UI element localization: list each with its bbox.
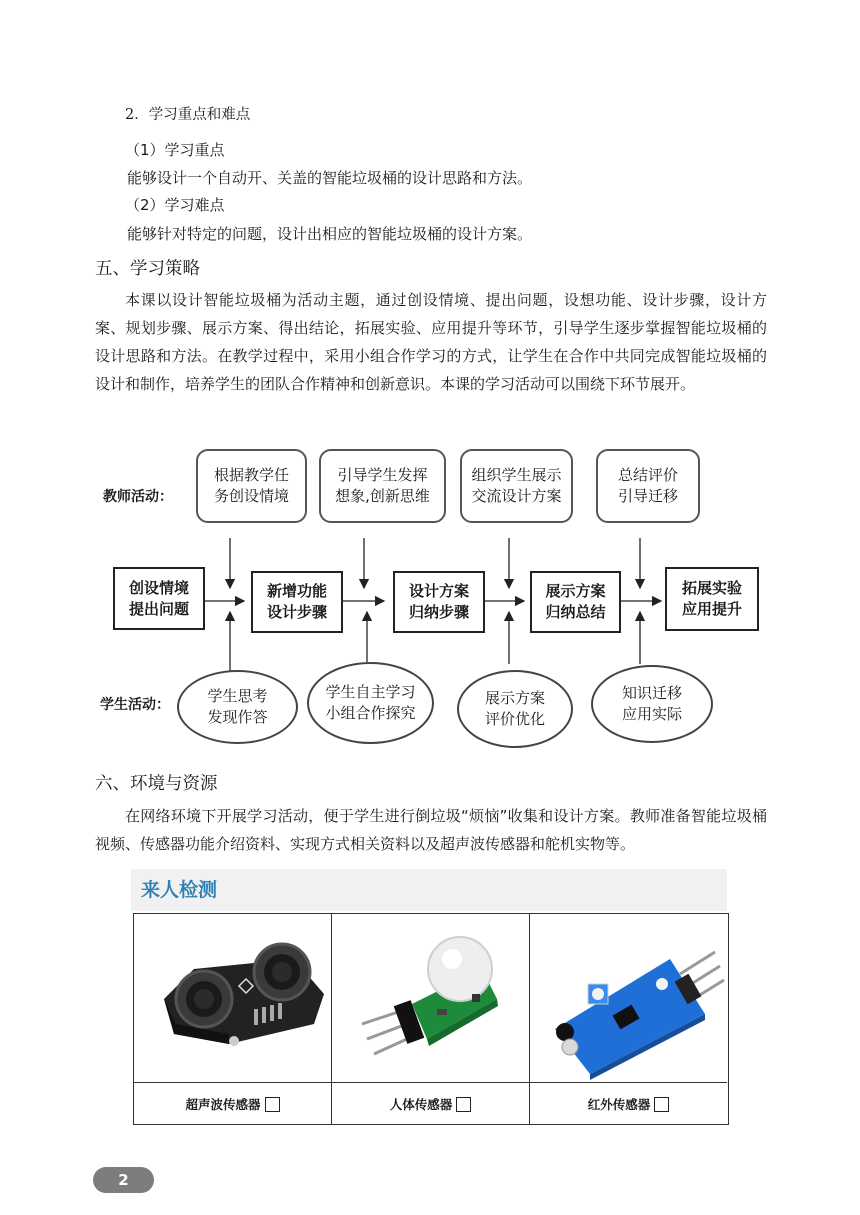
sensor-option[interactable] — [530, 1082, 727, 1125]
teacher-activity-box — [319, 449, 446, 523]
teacher-activity-line2: 引导迁移 — [617, 487, 678, 505]
flow-step-box — [665, 567, 759, 631]
subsection-title-focus: （1）学习重点 — [125, 141, 225, 159]
flow-step-line1: 展示方案 — [545, 582, 606, 600]
teacher-activity-line2: 务创设情境 — [213, 487, 289, 505]
flow-step-line1: 拓展实验 — [681, 579, 742, 597]
section-heading-strategy: 五、学习策略 — [95, 259, 200, 279]
student-activity-line1: 展示方案 — [484, 689, 545, 707]
sensor-option[interactable] — [134, 1082, 331, 1125]
sensor-checkbox[interactable] — [265, 1097, 280, 1112]
sensor-label: 超声波传感器 — [185, 1097, 261, 1112]
teacher-activity-line2: 想象,创新思维 — [335, 487, 430, 505]
subsection-title-difficulty: （2）学习难点 — [125, 196, 225, 214]
strategy-paragraph: 本课以设计智能垃圾桶为活动主题，通过创设情境、提出问题，设想功能、设计步骤，设计方案、规划步骤、展示方案、得出结论，拓展实验、应用提升等环节，引导学生逐步掌握智能垃圾桶的设计思路和方法。在教学过程中，采用小组合作学习的方式，让学生在合作中共同完成智能垃圾桶的设计和制作，培养学生的团队合作精神和创新意识。本课的学习活动可以围绕下环节展开。 — [95, 291, 767, 393]
difficulty-text: 能够针对特定的问题，设计出相应的智能垃圾桶的设计方案。 — [127, 225, 533, 243]
environment-paragraph: 在网络环境下开展学习活动，便于学生进行倒垃圾“烦恼”收集和设计方案。教师准备智能垃圾桶视频、传感器功能介绍资料、实现方式相关资料以及超声波传感器和舵机实物等。 — [95, 807, 767, 853]
ultrasonic-sensor-icon — [134, 914, 331, 1082]
sensor-title-bar — [131, 869, 727, 911]
teacher-activity-line1: 组织学生展示 — [471, 466, 562, 484]
flow-step-line2: 提出问题 — [128, 599, 189, 618]
flow-step-box — [251, 571, 343, 633]
teacher-activity-line1: 根据教学任 — [213, 466, 289, 484]
student-activity-line2: 应用实际 — [621, 705, 682, 723]
student-activity-label: 学生活动： — [100, 697, 170, 713]
learning-flow-diagram — [0, 440, 860, 760]
flow-step-box — [530, 571, 621, 633]
page-number-badge — [93, 1167, 154, 1193]
infrared-sensor-icon — [530, 914, 727, 1082]
student-activity-line2: 发现作答 — [207, 708, 268, 726]
section-heading-environment: 六、环境与资源 — [95, 774, 218, 794]
sensor-cell-infrared — [530, 914, 727, 1124]
pir-sensor-icon — [332, 914, 529, 1082]
flow-step-box — [113, 567, 205, 630]
sensor-option[interactable] — [332, 1082, 529, 1125]
student-activity-line1: 知识迁移 — [621, 684, 682, 702]
flow-step-line2: 归纳总结 — [545, 603, 606, 621]
student-activity-ellipse — [457, 670, 573, 748]
sensor-label: 人体传感器 — [389, 1097, 453, 1112]
flow-step-line2: 归纳步骤 — [408, 603, 469, 621]
flow-step-line1: 创设情境 — [128, 578, 189, 597]
student-activity-line2: 评价优化 — [484, 710, 545, 728]
student-activity-ellipse — [591, 665, 713, 743]
flow-step-line1: 新增功能 — [266, 582, 327, 600]
student-activity-ellipse — [177, 670, 298, 744]
sensor-label: 红外传感器 — [587, 1097, 651, 1112]
sensor-table — [133, 913, 729, 1125]
flow-step-line2: 设计步骤 — [266, 603, 327, 621]
sensor-cell-ultrasonic — [134, 914, 332, 1124]
page-number: 2 — [118, 1171, 129, 1189]
teacher-activity-line2: 交流设计方案 — [471, 487, 562, 505]
teacher-activity-box — [196, 449, 307, 523]
teacher-activity-line1: 引导学生发挥 — [337, 466, 428, 484]
sensor-cell-pir — [332, 914, 530, 1124]
teacher-activity-label: 教师活动： — [103, 489, 173, 505]
student-activity-line1: 学生思考 — [207, 687, 268, 705]
flow-step-line2: 应用提升 — [681, 600, 742, 618]
student-activity-line1: 学生自主学习 — [325, 683, 416, 701]
section-title-key-points: 2．学习重点和难点 — [125, 107, 251, 123]
teacher-activity-line1: 总结评价 — [617, 466, 678, 484]
sensor-table-title: 来人检测 — [141, 879, 218, 901]
flow-step-line1: 设计方案 — [408, 582, 469, 600]
sensor-checkbox[interactable] — [654, 1097, 669, 1112]
focus-text: 能够设计一个自动开、关盖的智能垃圾桶的设计思路和方法。 — [127, 169, 533, 187]
teacher-activity-box — [596, 449, 700, 523]
flow-step-box — [393, 571, 485, 633]
student-activity-ellipse — [307, 662, 434, 744]
sensor-checkbox[interactable] — [456, 1097, 471, 1112]
student-activity-line2: 小组合作探究 — [325, 704, 416, 722]
teacher-activity-box — [460, 449, 573, 523]
